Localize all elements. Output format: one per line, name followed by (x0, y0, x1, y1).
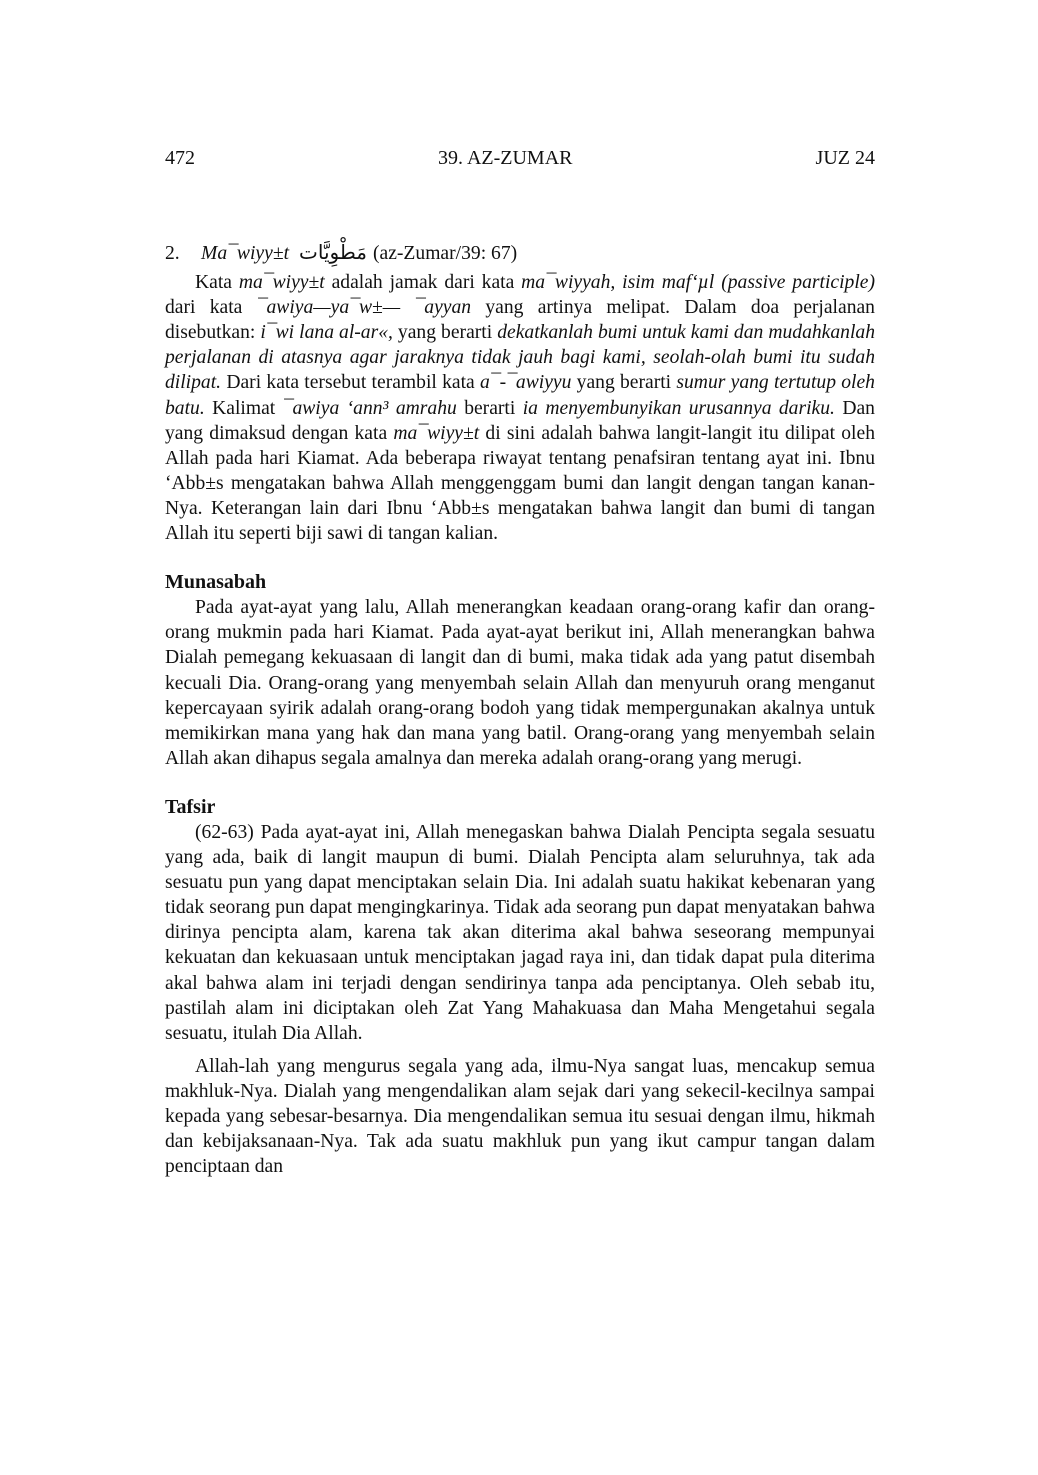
vocab-italic: a¯-¯awiyyu (479, 372, 572, 394)
vocab-italic: ¯awiya ‘ann³ amrahu (282, 397, 457, 419)
vocab-text: dari kata (165, 297, 257, 319)
content (165, 240, 875, 1179)
vocab-italic: ¯awiya—ya¯w±— ¯ayyan (256, 297, 472, 319)
juz-label: JUZ 24 (815, 147, 875, 169)
tafsir-paragraph-2: Allah-lah yang mengurus segala yang ada, ilmu-Nya sangat luas, mencakup semua makhluk-Nya. Dialah yang mengendalikan alam sejak dari yang sekecil-kecilnya sampai kepada yang sebesar-besarnya. Dia mengendalikan semua itu sesuai dengan ilmu, hikmah dan kebijaksanaan-Nya. Tak ada suatu makhluk pun yang ikut campur tangan dalam penciptaan dan (165, 1055, 875, 1178)
paragraph-gap (165, 1046, 875, 1054)
vocab-text: Dari kata tersebut terambil kata (221, 372, 480, 394)
vocab-paragraph (165, 270, 875, 546)
vocab-italic: ma¯wiyy±t (393, 422, 480, 444)
vocab-term: Ma¯wiyy±t (201, 243, 290, 264)
vocab-text: Kata (195, 272, 239, 294)
vocab-number: 2. (165, 243, 180, 264)
vocab-italic: ma¯wiyy±t (238, 272, 325, 294)
munasabah-paragraph: Pada ayat-ayat yang lalu, Allah menerangkan keadaan orang-orang kafir dan orang-orang mukmin pada hari Kiamat. Pada ayat-ayat berikut ini, Allah menerangkan bahwa Dialah pemegang kekuasaan di langit dan di bumi, maka tidak ada yang patut disembah kecuali Dia. Orang-orang yang menyembah selain Allah dan menyuruh orang menganut kepercayaan syirik adalah orang-orang bodoh yang tidak mempergunakan akalnya untuk memikirkan mana yang hak dan mana yang batil. Orang-orang yang menyembah selain Allah akan dihapus segala amalnya dan mereka adalah orang-orang yang merugi. (165, 597, 875, 769)
tafsir-paragraph-1: (62-63) Pada ayat-ayat ini, Allah menegaskan bahwa Dialah Pencipta segala sesuatu yang ada, baik di langit maupun di bumi. Dialah Pencipta alam seluruhnya, tak ada sesuatu pun yang dapat menciptakan selain Dia. Ini adalah suatu hakikat kebenaran yang tidak seorang pun dapat mengingkarinya. Tidak ada seorang pun dapat menyatakan bahwa dirinya pencipta alam, karena tak akan diterima akal bahwa seseorang mempunyai kekuatan dan kekuasaan untuk menciptakan jagad raya ini, dan tidak dapat pula diterima akal bahwa alam ini terjadi dengan sendirinya tanpa ada penciptanya. Oleh sebab itu, pastilah alam ini diciptakan oleh Zat Yang Mahakuasa dan Maha Mengetahui segala sesuatu, itulah Dia Allah. (165, 821, 875, 1044)
vocab-italic: sumur yang tertutup oleh batu. (165, 372, 875, 419)
tafsir-heading: Tafsir (165, 795, 216, 818)
vocab-text: di sini adalah bahwa langit-langit itu dilipat oleh Allah pada hari Kiamat. Ada beberapa riwayat tentang penafsiran tentang ayat ini. Ibnu ‘Abb±s mengatakan bahwa Allah menggenggam bumi dan langit dengan tangan kanan-Nya. Keterangan lain dari Ibnu ‘Abb±s mengatakan bahwa langit dan bumi di tangan Allah itu seperti biji sawi di tangan kalian. (165, 422, 875, 545)
vocab-text: yang berarti (392, 322, 498, 344)
surah-title: 39. AZ-ZUMAR (438, 147, 573, 169)
vocab-text: yang artinya melipat. Dalam doa perjalanan disebutkan: (165, 297, 875, 344)
vocab-heading (165, 240, 875, 266)
running-header (165, 146, 875, 170)
vocab-text: yang berarti (571, 372, 677, 394)
vocab-text: Dan yang dimaksud dengan kata (165, 397, 875, 444)
vocab-arabic: مَطْوِيَّات (299, 240, 367, 264)
vocab-text: Kalimat (204, 397, 283, 419)
vocab-italic: ma¯wiyyah, isim maf‘µl (passive participle) (521, 272, 875, 294)
munasabah-heading: Munasabah (165, 571, 267, 594)
vocab-ref: (az-Zumar/39: 67) (372, 243, 518, 264)
page-number: 472 (165, 147, 195, 169)
vocab-italic: dekatkanlah bumi untuk kami dan mudahkanlah perjalanan di atasnya agar jaraknya tidak jauh bagi kami, seolah-olah bumi itu sudah dilipat. (165, 322, 875, 394)
vocab-italic: i¯wi lana al-ar«, (260, 322, 393, 344)
vocab-italic: ia menyembunyikan urusannya dariku. (522, 397, 835, 419)
vocab-text: berarti (456, 397, 523, 419)
vocab-text: adalah jamak dari kata (324, 272, 522, 294)
